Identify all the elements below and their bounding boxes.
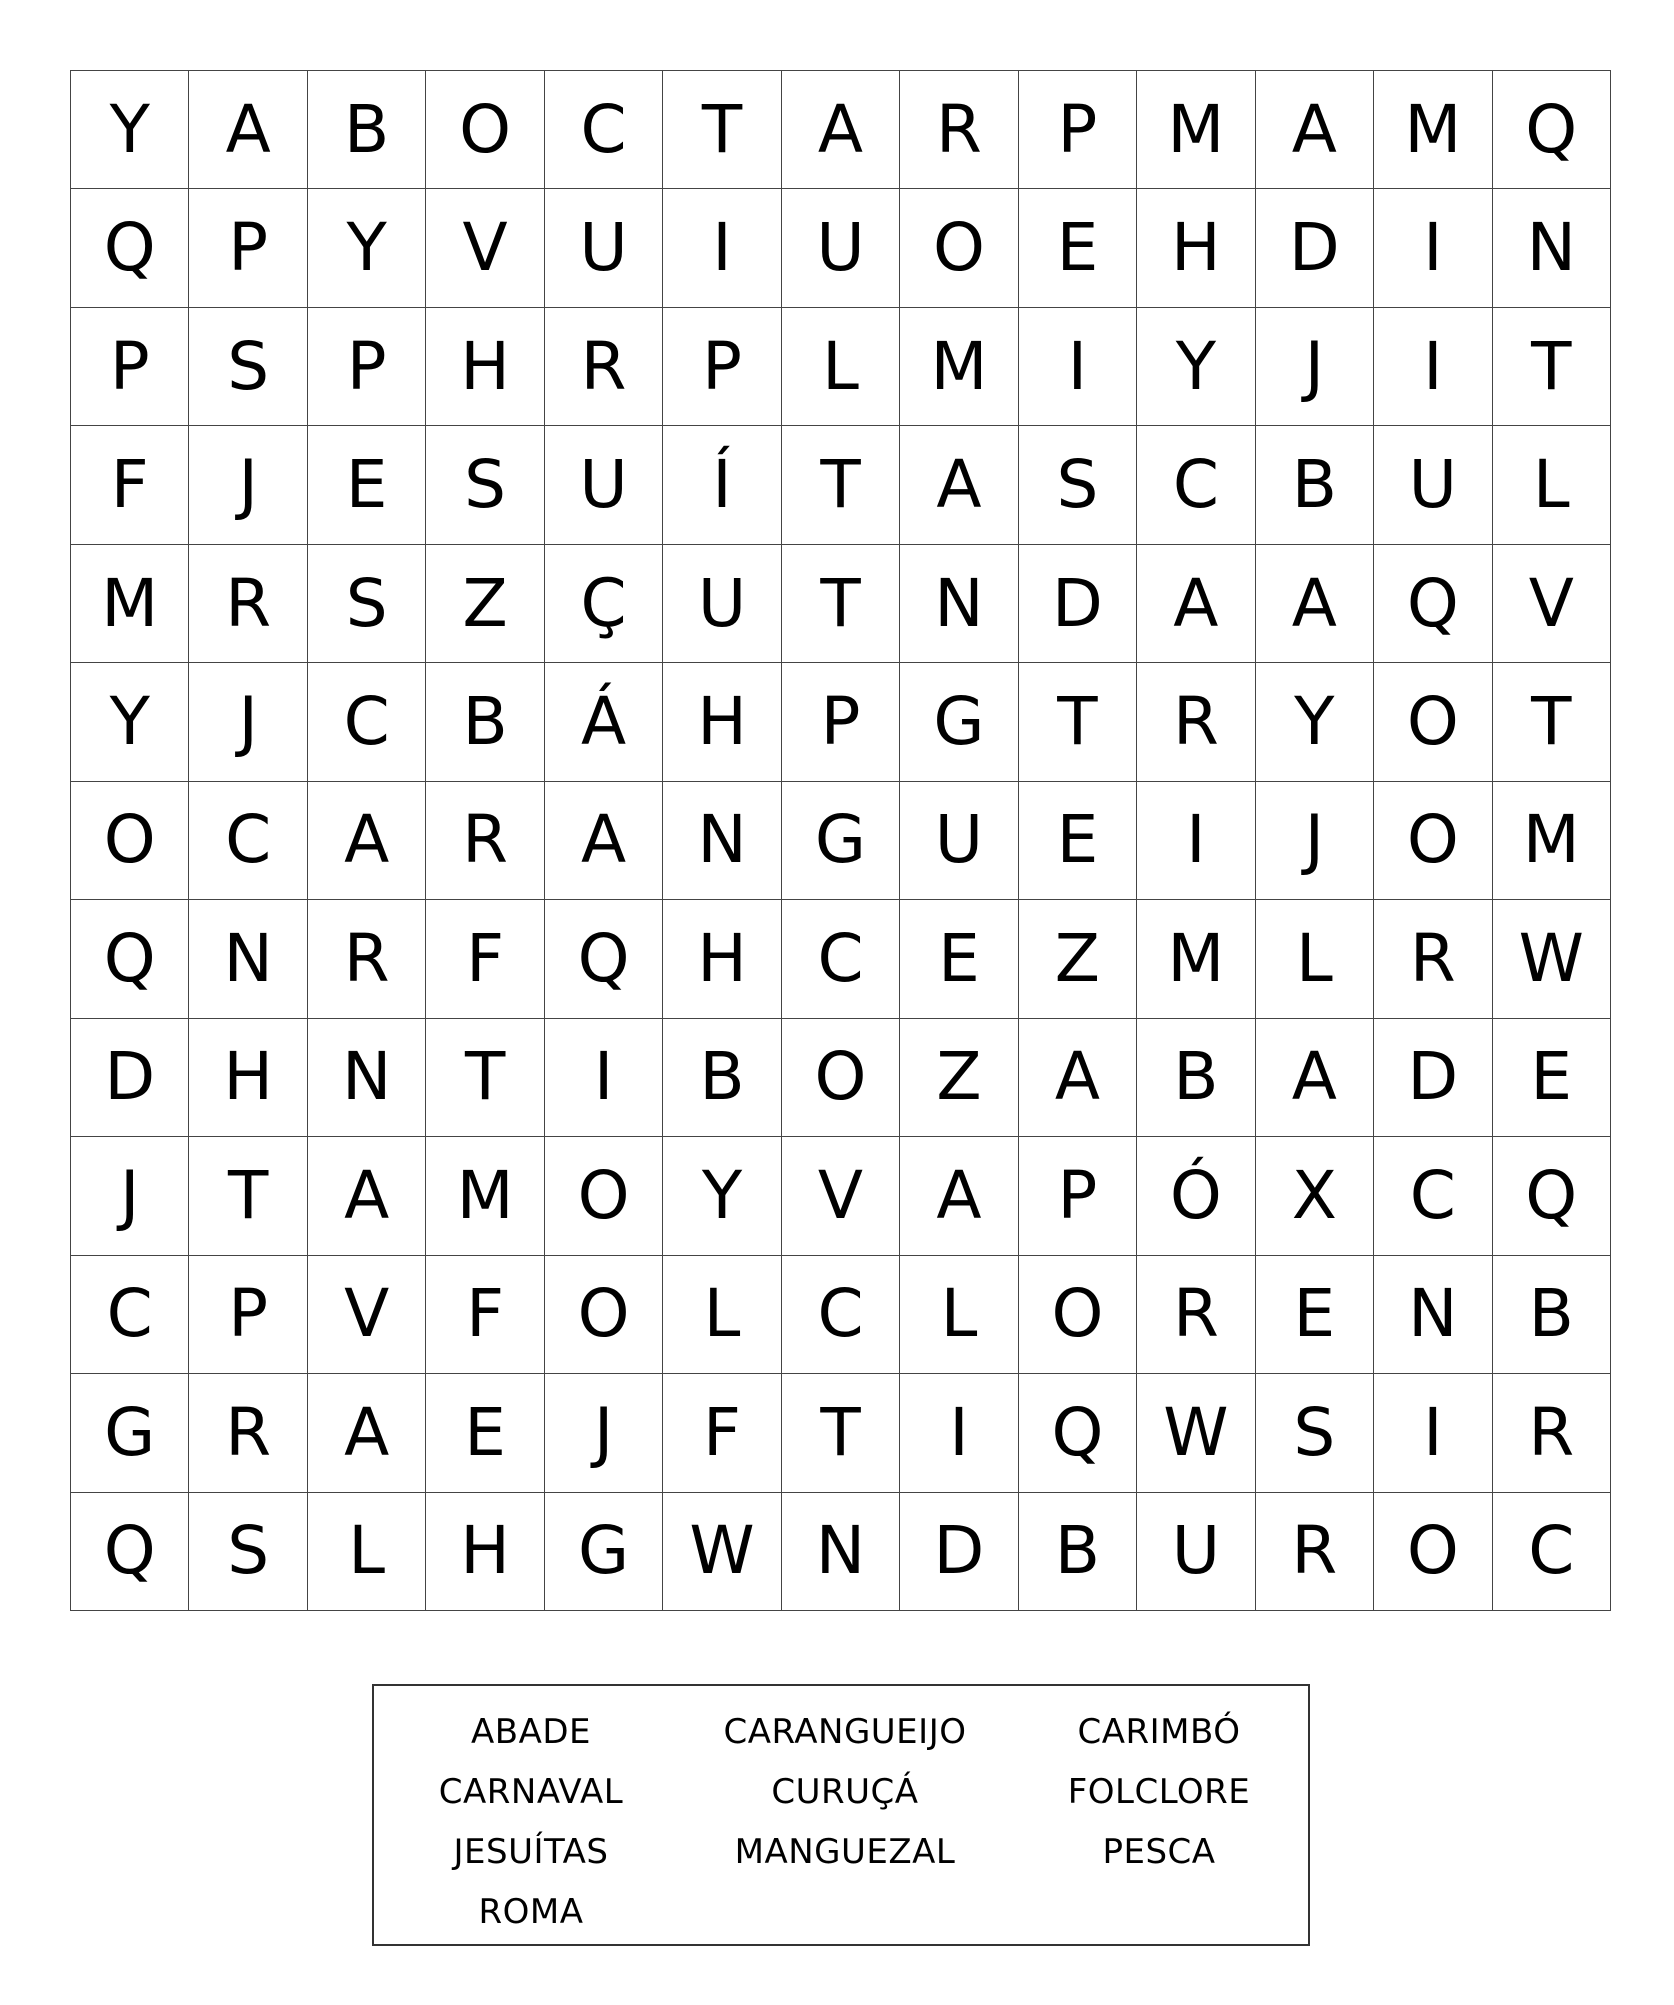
grid-cell[interactable]: C	[1374, 1137, 1492, 1255]
grid-cell[interactable]: O	[71, 782, 189, 900]
grid-cell[interactable]: Q	[545, 900, 663, 1018]
grid-cell[interactable]: L	[900, 1256, 1018, 1374]
word-bank-item: CURUÇÁ	[771, 1772, 919, 1812]
grid-cell[interactable]: N	[900, 545, 1018, 663]
grid-cell[interactable]: J	[1256, 782, 1374, 900]
grid-cell[interactable]: G	[900, 663, 1018, 781]
grid-cell[interactable]: A	[900, 1137, 1018, 1255]
grid-cell[interactable]: J	[71, 1137, 189, 1255]
grid-cell[interactable]: J	[1256, 308, 1374, 426]
grid-cell[interactable]: P	[189, 1256, 307, 1374]
grid-cell[interactable]: N	[189, 900, 307, 1018]
grid-cell[interactable]: A	[782, 71, 900, 189]
grid-cell[interactable]: G	[71, 1374, 189, 1492]
grid-cell[interactable]: H	[1137, 189, 1255, 307]
grid-cell[interactable]: T	[782, 545, 900, 663]
grid-cell[interactable]: U	[545, 189, 663, 307]
grid-cell[interactable]: E	[1493, 1019, 1611, 1137]
grid-cell[interactable]: W	[1137, 1374, 1255, 1492]
grid-cell[interactable]: G	[545, 1493, 663, 1611]
grid-cell[interactable]: R	[189, 545, 307, 663]
grid-cell[interactable]: F	[71, 426, 189, 544]
grid-cell[interactable]: J	[545, 1374, 663, 1492]
grid-cell[interactable]: R	[1374, 900, 1492, 1018]
grid-cell[interactable]: B	[1256, 426, 1374, 544]
grid-cell[interactable]: Q	[71, 189, 189, 307]
grid-cell[interactable]: Q	[1493, 71, 1611, 189]
grid-cell[interactable]: R	[189, 1374, 307, 1492]
grid-cell[interactable]: J	[189, 426, 307, 544]
grid-cell[interactable]: S	[189, 1493, 307, 1611]
grid-cell[interactable]: C	[545, 71, 663, 189]
grid-cell[interactable]: I	[900, 1374, 1018, 1492]
grid-cell[interactable]: M	[900, 308, 1018, 426]
grid-cell[interactable]: I	[1374, 1374, 1492, 1492]
grid-cell[interactable]: B	[663, 1019, 781, 1137]
grid-cell[interactable]: A	[1256, 545, 1374, 663]
grid-cell[interactable]: C	[782, 1256, 900, 1374]
grid-cell[interactable]: P	[1019, 1137, 1137, 1255]
grid-cell[interactable]: H	[663, 900, 781, 1018]
word-bank-item: ROMA	[478, 1892, 584, 1932]
grid-cell[interactable]: Q	[1374, 545, 1492, 663]
grid-cell[interactable]: T	[426, 1019, 544, 1137]
grid-cell[interactable]: O	[900, 189, 1018, 307]
grid-cell[interactable]: Y	[1137, 308, 1255, 426]
grid-cell[interactable]: L	[1256, 900, 1374, 1018]
word-bank-item: CARANGUEIJO	[723, 1712, 967, 1752]
grid-cell[interactable]: S	[1256, 1374, 1374, 1492]
grid-cell[interactable]: O	[1374, 782, 1492, 900]
grid-cell[interactable]: O	[545, 1137, 663, 1255]
letter-grid	[70, 70, 1611, 1611]
grid-cell[interactable]: Z	[426, 545, 544, 663]
grid-cell[interactable]: A	[308, 1374, 426, 1492]
grid-cell[interactable]: M	[1374, 71, 1492, 189]
grid-cell[interactable]: B	[1137, 1019, 1255, 1137]
grid-cell[interactable]: E	[1019, 782, 1137, 900]
grid-cell[interactable]: R	[1256, 1493, 1374, 1611]
grid-cell[interactable]: H	[426, 1493, 544, 1611]
grid-cell[interactable]: S	[1019, 426, 1137, 544]
grid-cell[interactable]: E	[900, 900, 1018, 1018]
grid-cell[interactable]: L	[663, 1256, 781, 1374]
grid-cell[interactable]: R	[1493, 1374, 1611, 1492]
grid-cell[interactable]: D	[1374, 1019, 1492, 1137]
grid-cell[interactable]: A	[1256, 71, 1374, 189]
grid-cell[interactable]: A	[900, 426, 1018, 544]
grid-cell[interactable]: H	[189, 1019, 307, 1137]
grid-cell[interactable]: V	[782, 1137, 900, 1255]
grid-cell[interactable]: Ó	[1137, 1137, 1255, 1255]
grid-cell[interactable]: A	[1256, 1019, 1374, 1137]
grid-cell[interactable]: Ç	[545, 545, 663, 663]
grid-cell[interactable]: V	[426, 189, 544, 307]
word-bank	[372, 1684, 1310, 1946]
grid-cell[interactable]: R	[900, 71, 1018, 189]
grid-cell[interactable]: U	[1137, 1493, 1255, 1611]
grid-cell[interactable]: E	[308, 426, 426, 544]
grid-cell[interactable]: C	[782, 900, 900, 1018]
grid-cell[interactable]: O	[545, 1256, 663, 1374]
grid-cell[interactable]: E	[1256, 1256, 1374, 1374]
word-bank-item: PESCA	[1102, 1832, 1216, 1872]
grid-cell[interactable]: D	[71, 1019, 189, 1137]
grid-cell[interactable]: A	[308, 782, 426, 900]
grid-cell[interactable]: C	[71, 1256, 189, 1374]
grid-cell[interactable]: T	[663, 71, 781, 189]
grid-cell[interactable]: O	[1374, 663, 1492, 781]
grid-cell[interactable]: C	[1137, 426, 1255, 544]
grid-cell[interactable]: U	[545, 426, 663, 544]
grid-cell[interactable]: T	[189, 1137, 307, 1255]
grid-cell[interactable]: N	[1493, 189, 1611, 307]
grid-cell[interactable]: A	[189, 71, 307, 189]
grid-cell[interactable]: F	[426, 900, 544, 1018]
word-bank-item: FOLCLORE	[1067, 1772, 1251, 1812]
grid-cell[interactable]: N	[782, 1493, 900, 1611]
grid-cell[interactable]: E	[1019, 189, 1137, 307]
grid-cell[interactable]: P	[782, 663, 900, 781]
grid-cell[interactable]: D	[900, 1493, 1018, 1611]
grid-cell[interactable]: O	[1019, 1256, 1137, 1374]
grid-cell[interactable]: R	[1137, 1256, 1255, 1374]
grid-cell[interactable]: M	[71, 545, 189, 663]
grid-cell[interactable]: Y	[71, 71, 189, 189]
grid-cell[interactable]: P	[663, 308, 781, 426]
grid-cell[interactable]: R	[308, 900, 426, 1018]
grid-cell[interactable]: Z	[900, 1019, 1018, 1137]
grid-cell[interactable]: Q	[71, 900, 189, 1018]
grid-cell[interactable]: X	[1256, 1137, 1374, 1255]
grid-cell[interactable]: P	[1019, 71, 1137, 189]
grid-cell[interactable]: D	[1019, 545, 1137, 663]
grid-cell[interactable]: Y	[1256, 663, 1374, 781]
grid-cell[interactable]: C	[189, 782, 307, 900]
grid-cell[interactable]: B	[1493, 1256, 1611, 1374]
grid-cell[interactable]: D	[1256, 189, 1374, 307]
grid-cell[interactable]: Y	[71, 663, 189, 781]
grid-cell[interactable]: C	[308, 663, 426, 781]
grid-cell[interactable]: O	[426, 71, 544, 189]
grid-cell[interactable]: L	[1493, 426, 1611, 544]
grid-cell[interactable]: W	[663, 1493, 781, 1611]
word-bank-item: CARNAVAL	[438, 1772, 624, 1812]
grid-cell[interactable]: S	[426, 426, 544, 544]
grid-cell[interactable]: N	[663, 782, 781, 900]
grid-cell[interactable]: Q	[1019, 1374, 1137, 1492]
grid-cell[interactable]: Í	[663, 426, 781, 544]
grid-cell[interactable]: P	[71, 308, 189, 426]
grid-cell[interactable]: T	[1019, 663, 1137, 781]
word-bank-item: MANGUEZAL	[734, 1832, 956, 1872]
grid-cell[interactable]: F	[663, 1374, 781, 1492]
grid-cell[interactable]: S	[308, 545, 426, 663]
grid-cell[interactable]: O	[1374, 1493, 1492, 1611]
grid-cell[interactable]: M	[426, 1137, 544, 1255]
grid-cell[interactable]: I	[1137, 782, 1255, 900]
grid-cell[interactable]: G	[782, 782, 900, 900]
grid-cell[interactable]: P	[189, 189, 307, 307]
grid-cell[interactable]: P	[308, 308, 426, 426]
grid-cell[interactable]: C	[1493, 1493, 1611, 1611]
grid-cell[interactable]: N	[308, 1019, 426, 1137]
grid-cell[interactable]: Z	[1019, 900, 1137, 1018]
grid-cell[interactable]: I	[1374, 189, 1492, 307]
grid-cell[interactable]: I	[663, 189, 781, 307]
grid-cell[interactable]: I	[545, 1019, 663, 1137]
grid-cell[interactable]: U	[663, 545, 781, 663]
word-bank-item: JESUÍTAS	[453, 1832, 609, 1872]
word-bank-item: ABADE	[470, 1712, 591, 1752]
grid-cell[interactable]: A	[1137, 545, 1255, 663]
grid-cell[interactable]: T	[1493, 308, 1611, 426]
grid-cell[interactable]: Q	[1493, 1137, 1611, 1255]
grid-cell[interactable]: F	[426, 1256, 544, 1374]
grid-cell[interactable]: V	[308, 1256, 426, 1374]
grid-cell[interactable]: A	[1019, 1019, 1137, 1137]
word-list	[374, 1702, 1308, 1942]
grid-cell[interactable]: T	[782, 1374, 900, 1492]
word-bank-item: CARIMBÓ	[1077, 1712, 1241, 1752]
grid-cell[interactable]: A	[545, 782, 663, 900]
grid-cell[interactable]: R	[1137, 663, 1255, 781]
grid-cell[interactable]: T	[1493, 663, 1611, 781]
grid-cell[interactable]: A	[308, 1137, 426, 1255]
grid-cell[interactable]: I	[1019, 308, 1137, 426]
grid-cell[interactable]: I	[1374, 308, 1492, 426]
grid-cell[interactable]: J	[189, 663, 307, 781]
grid-cell[interactable]: U	[900, 782, 1018, 900]
grid-cell[interactable]: M	[1493, 782, 1611, 900]
grid-cell[interactable]: M	[1137, 900, 1255, 1018]
grid-cell[interactable]: L	[308, 1493, 426, 1611]
grid-cell[interactable]: H	[663, 663, 781, 781]
grid-cell[interactable]: L	[782, 308, 900, 426]
grid-cell[interactable]: Y	[308, 189, 426, 307]
grid-cell[interactable]: B	[308, 71, 426, 189]
grid-cell[interactable]: U	[1374, 426, 1492, 544]
grid-cell[interactable]: V	[1493, 545, 1611, 663]
grid-cell[interactable]: M	[1137, 71, 1255, 189]
grid-cell[interactable]: Q	[71, 1493, 189, 1611]
grid-cell[interactable]: S	[189, 308, 307, 426]
grid-cell[interactable]: B	[1019, 1493, 1137, 1611]
grid-cell[interactable]: B	[426, 663, 544, 781]
grid-cell[interactable]: R	[545, 308, 663, 426]
grid-cell[interactable]: Á	[545, 663, 663, 781]
grid-cell[interactable]: Y	[663, 1137, 781, 1255]
grid-cell[interactable]: W	[1493, 900, 1611, 1018]
grid-cell[interactable]: R	[426, 782, 544, 900]
grid-cell[interactable]: E	[426, 1374, 544, 1492]
grid-cell[interactable]: H	[426, 308, 544, 426]
grid-cell[interactable]: U	[782, 189, 900, 307]
grid-cell[interactable]: T	[782, 426, 900, 544]
grid-cell[interactable]: O	[782, 1019, 900, 1137]
grid-cell[interactable]: N	[1374, 1256, 1492, 1374]
